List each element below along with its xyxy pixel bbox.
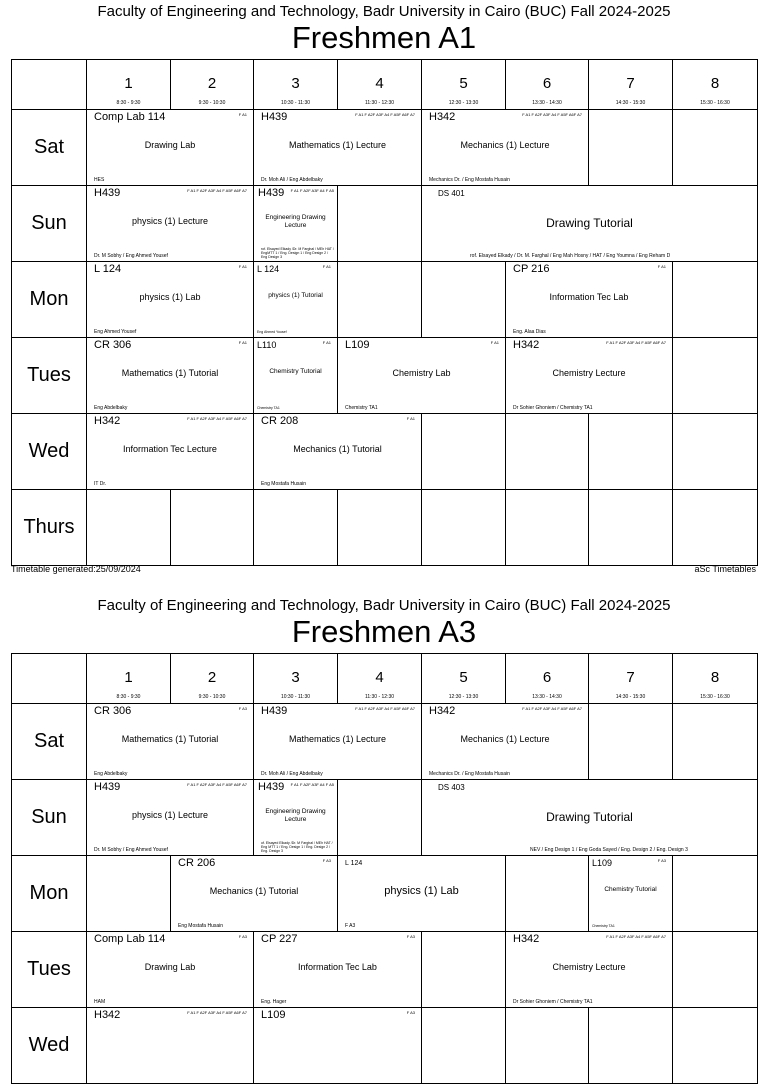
period-header: 3 10:30 - 11:30 (254, 654, 338, 704)
period-header: 3 10:30 - 11:30 (254, 60, 338, 110)
day-label: Mon (12, 856, 87, 932)
class-cell: H439 F A1 F A2F A3F A4 F A5F A6F A7 physics (1) Lecture Dr. M Sobhy / Eng Ahmed Yousef (87, 780, 254, 856)
day-label: Wed (12, 1008, 87, 1084)
class-cell: L109 F A3 Chemistry Tutorial Chemistry TA1 (589, 856, 673, 932)
class-cell: L 124 F A1 physics (1) Tutorial Eng Ahmed Yousef (254, 262, 338, 338)
empty-cell (673, 110, 758, 186)
period-header: 5 12:30 - 13:30 (422, 654, 506, 704)
period-header: 6 13:30 - 14:30 (506, 654, 589, 704)
day-label: Tues (12, 338, 87, 414)
class-cell: L 124 physics (1) Lab F A3 (338, 856, 506, 932)
footer-brand: aSc Timetables (694, 564, 756, 574)
class-cell: L 124 F A1 physics (1) Lab Eng Ahmed Yousef (87, 262, 254, 338)
day-label: Thurs (12, 490, 87, 566)
empty-cell (589, 1008, 673, 1084)
empty-cell (673, 1008, 758, 1084)
day-label: Sat (12, 110, 87, 186)
class-cell: H439 F A1 F A2F A3F A4 F A5F A6F A7 Mathematics (1) Lecture Dr. Moh Ali / Eng Abdelbaky (254, 110, 422, 186)
class-cell: H342 F A1 F A2F A3F A4 F A5F A6F A7 Information Tec Lecture IT Dr. (87, 414, 254, 490)
empty-cell (254, 490, 338, 566)
class-cell: Comp Lab 114 F A3 Drawing Lab HAM (87, 932, 254, 1008)
class-cell: H439 F A1 F A2F A3F A4 F A5 Engineering Drawing Lecture rof. Elsayed Elkady /Dr. M Farghal / MEh HAT / EngMTT 1 / Eng. Design 1 / Eng Design 2 / Eng Design 3 (254, 186, 338, 262)
corner-cell (12, 60, 87, 110)
day-label: Mon (12, 262, 87, 338)
class-cell: CR 306 F A3 Mathematics (1) Tutorial Eng Abdelbaky (87, 704, 254, 780)
class-cell: L110 F A1 Chemistry Tutorial Chemistry TA1 (254, 338, 338, 414)
empty-cell (422, 414, 506, 490)
empty-cell (422, 490, 506, 566)
class-cell: CP 216 F A1 Information Tec Lab Eng. Alaa Dias (506, 262, 673, 338)
class-cell: H342 F A1 F A2F A3F A4 F A5F A6F A7 Chemistry Lecture Dr Sohier Ghoniem / Chemistry TA1 (506, 932, 673, 1008)
class-cell: H439 F A1 F A2F A3F A4 F A5 Engineering Drawing Lecture of. Elsayed Elkady /Dr. M Farghal / MEh HAT / Eng MTT 1 / Eng. Design 1 / Eng. Design 2 / Eng. Design 3 (254, 780, 338, 856)
empty-cell (673, 338, 758, 414)
timetable-grid (11, 653, 758, 1084)
empty-cell (673, 932, 758, 1008)
empty-cell (87, 490, 171, 566)
period-header: 7 14:30 - 15:30 (589, 60, 673, 110)
day-label: Sun (12, 186, 87, 262)
period-header: 4 11:30 - 12:30 (338, 654, 422, 704)
class-cell: Comp Lab 114 F A1 Drawing Lab HES (87, 110, 254, 186)
period-header: 8 15:30 - 16:30 (673, 654, 758, 704)
empty-cell (673, 262, 758, 338)
empty-cell (338, 780, 422, 856)
empty-cell (422, 932, 506, 1008)
timetable-title: Freshmen A1 (291, 20, 477, 55)
empty-cell (87, 856, 171, 932)
empty-cell (338, 186, 422, 262)
class-cell: L109 F A1 Chemistry Lab Chemistry TA1 (338, 338, 506, 414)
empty-cell (338, 490, 422, 566)
class-cell: L109 F A3 (254, 1008, 422, 1084)
class-cell: CR 306 F A1 Mathematics (1) Tutorial Eng Abdelbaky (87, 338, 254, 414)
timetable-grid (11, 59, 758, 566)
empty-cell (673, 856, 758, 932)
class-cell: H342 F A1 F A2F A3F A4 F A5F A6F A7 (87, 1008, 254, 1084)
period-header: 5 12:30 - 13:30 (422, 60, 506, 110)
class-cell: CP 227 F A3 Information Tec Lab Eng. Hager (254, 932, 422, 1008)
empty-cell (589, 704, 673, 780)
faculty-header: Faculty of Engineering and Technology, Badr University in Cairo (BUC) Fall 2024-2025 (97, 597, 671, 614)
generated-date: Timetable generated:25/09/2024 (11, 564, 141, 574)
empty-cell (673, 704, 758, 780)
class-cell: H342 F A1 F A2F A3F A4 F A5F A6F A7 Mechanics (1) Lecture Mechanics Dr. / Eng Mostafa Husain (422, 110, 589, 186)
class-cell: CR 208 F A1 Mechanics (1) Tutorial Eng Mostafa Husain (254, 414, 422, 490)
period-header: 1 8:30 - 9:30 (87, 654, 171, 704)
empty-cell (589, 414, 673, 490)
empty-cell (171, 490, 254, 566)
class-cell: DS 403 Drawing Tutorial NEV / Eng Design 1 / Eng Goda Sayed / Eng. Design 2 / Eng. Design 3 (422, 780, 758, 856)
empty-cell (506, 414, 589, 490)
empty-cell (422, 1008, 506, 1084)
empty-cell (589, 110, 673, 186)
empty-cell (506, 856, 589, 932)
period-header: 4 11:30 - 12:30 (338, 60, 422, 110)
period-header: 1 8:30 - 9:30 (87, 60, 171, 110)
empty-cell (673, 414, 758, 490)
day-label: Sun (12, 780, 87, 856)
day-label: Wed (12, 414, 87, 490)
class-cell: DS 401 Drawing Tutorial rof. Elsayed Elkady / Dr. M. Farghal / Eng Mah Hosny / HAT / Eng Youmna / Eng Reham D (422, 186, 758, 262)
period-header: 7 14:30 - 15:30 (589, 654, 673, 704)
class-cell: H439 F A1 F A2F A3F A4 F A5F A6F A7 physics (1) Lecture Dr. M Sobhy / Eng Ahmed Yousef (87, 186, 254, 262)
empty-cell (589, 490, 673, 566)
empty-cell (506, 490, 589, 566)
corner-cell (12, 654, 87, 704)
class-cell: H439 F A1 F A2F A3F A4 F A5F A6F A7 Mathematics (1) Lecture Dr. Moh Ali / Eng Abdelbaky (254, 704, 422, 780)
empty-cell (422, 262, 506, 338)
empty-cell (506, 1008, 589, 1084)
class-cell: H342 F A1 F A2F A3F A4 F A5F A6F A7 Chemistry Lecture Dr Sohier Ghoniem / Chemistry TA1 (506, 338, 673, 414)
period-header: 8 15:30 - 16:30 (673, 60, 758, 110)
period-header: 2 9:30 - 10:30 (171, 654, 254, 704)
period-header: 6 13:30 - 14:30 (506, 60, 589, 110)
faculty-header: Faculty of Engineering and Technology, Badr University in Cairo (BUC) Fall 2024-2025 (97, 3, 671, 20)
timetable-title: Freshmen A3 (291, 614, 477, 649)
class-cell: H342 F A1 F A2F A3F A4 F A5F A6F A7 Mechanics (1) Lecture Mechanics Dr. / Eng Mostafa Husain (422, 704, 589, 780)
empty-cell (673, 490, 758, 566)
day-label: Sat (12, 704, 87, 780)
period-header: 2 9:30 - 10:30 (171, 60, 254, 110)
day-label: Tues (12, 932, 87, 1008)
class-cell: CR 206 F A3 Mechanics (1) Tutorial Eng Mostafa Husain (171, 856, 338, 932)
empty-cell (338, 262, 422, 338)
timetable-freshmen-a3 (0, 594, 768, 1056)
